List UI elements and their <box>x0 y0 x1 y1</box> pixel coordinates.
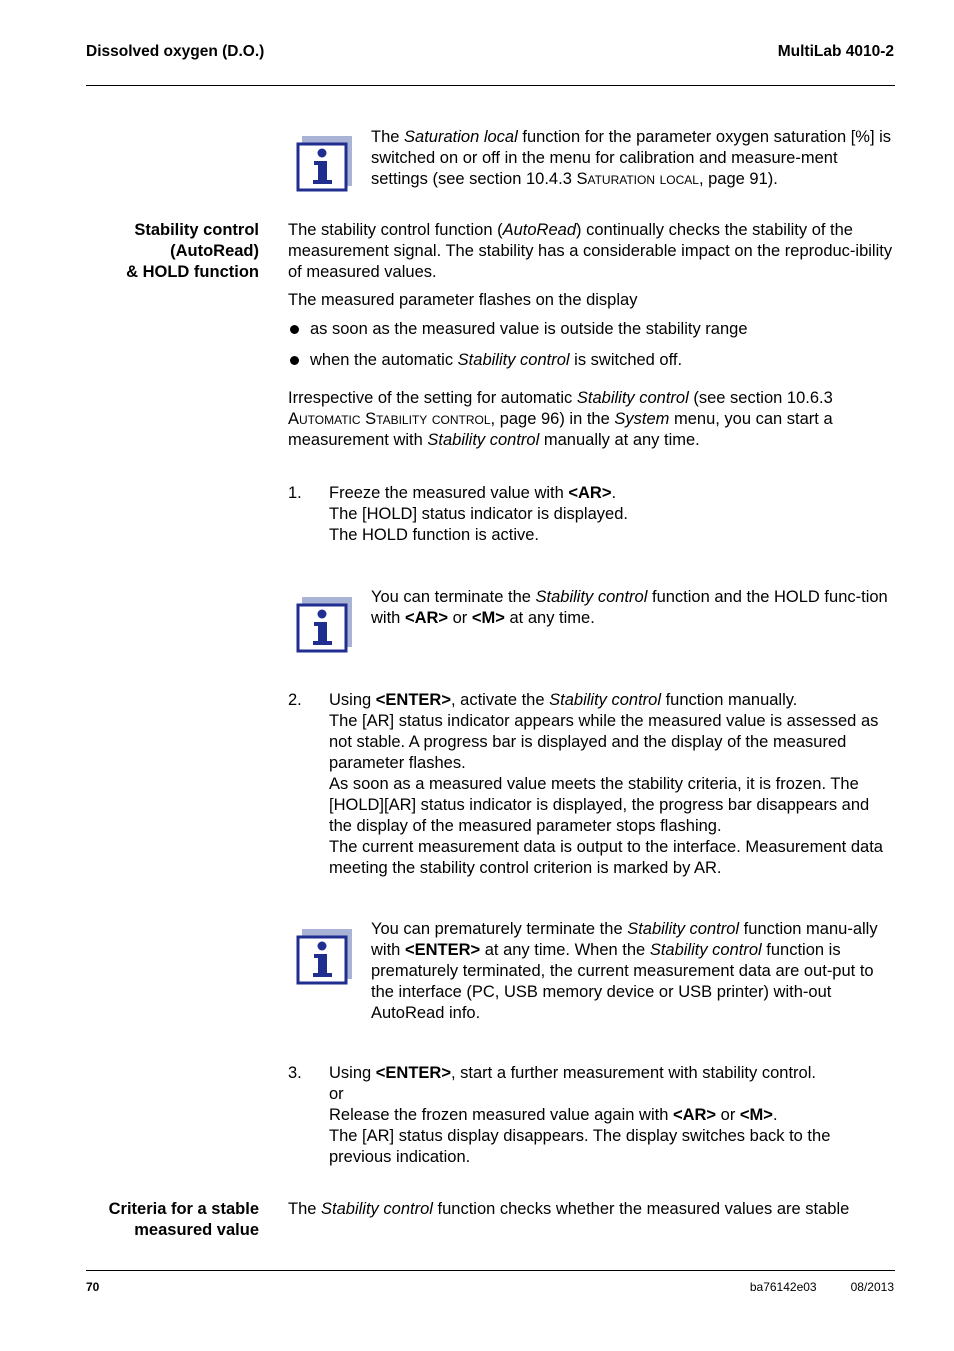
note1-section-ref: Saturation local <box>576 170 699 188</box>
info-icon <box>296 597 352 653</box>
info-icon <box>296 929 352 985</box>
heading-line: measured value <box>134 1221 259 1239</box>
note1-term: Saturation local <box>404 128 518 146</box>
key-enter: <ENTER> <box>375 1064 451 1082</box>
key-m: <M> <box>739 1106 773 1124</box>
step-number: 2. <box>288 691 302 709</box>
heading-line: & HOLD function <box>126 263 259 281</box>
section-ref: Automatic Stability control <box>288 410 491 428</box>
footer-rule <box>86 1270 895 1271</box>
note-saturation-local <box>371 127 895 190</box>
paragraph: The Stability control function checks whether the measured values are stable <box>288 1200 850 1218</box>
bullet-item: as soon as the measured value is outside the stability range <box>288 319 896 340</box>
page-number: 70 <box>86 1280 100 1294</box>
paragraph: The stability control function (AutoRead) continually checks the stability of the measurement signal. The stability has a considerable impact on the reproduc-ibility of measured values. <box>288 221 893 281</box>
document-date: 08/2013 <box>850 1280 894 1294</box>
key-enter: <ENTER> <box>375 691 451 709</box>
page-header-right: MultiLab 4010-2 <box>777 43 894 60</box>
heading-line: (AutoRead) <box>170 242 259 260</box>
key-ar: <AR> <box>568 484 612 502</box>
note1-text: function for the parameter oxygen saturation [%] is switched on or off in the menu for calibration and measure-ment settings (see section 10.4.3 <box>371 128 892 188</box>
heading-line: Criteria for a stable <box>108 1200 259 1218</box>
bullet-dot <box>290 356 299 365</box>
step-number: 3. <box>288 1064 302 1082</box>
note-premature-termination: You can prematurely terminate the Stability control function manu-ally with <ENTER> at any time. When the Stability control function is prematurely terminated, the current measurement data are out-put to the interface (PC, USB memory device or USB printer) with-out AutoRead info. <box>371 920 878 1022</box>
document-id: ba76142e03 <box>749 1280 817 1294</box>
section-heading-stability-control <box>60 220 259 283</box>
page-header-left: Dissolved oxygen (D.O.) <box>86 43 265 60</box>
step-1: 1. Freeze the measured value with <AR>. The [HOLD] status indicator is displayed. The HOLD function is active. <box>288 484 628 544</box>
key-ar: <AR> <box>404 609 449 627</box>
step-number: 1. <box>288 484 302 502</box>
step-3: 3. Using <ENTER>, start a further measurement with stability control. or Release the frozen measured value again with <AR> or <M>. The [AR] status display disappears. The display switches back to the previous indication. <box>288 1064 831 1166</box>
header-rule <box>86 85 895 86</box>
note1-text: , page 91). <box>698 170 778 188</box>
footer-info <box>750 1280 894 1294</box>
key-m: <M> <box>471 609 505 627</box>
bullet-dot <box>290 325 299 334</box>
key-ar: <AR> <box>672 1106 717 1124</box>
note1-text: The <box>371 128 405 146</box>
bullet-item: when the automatic Stability control is switched off. <box>288 350 896 371</box>
step-2: 2. Using <ENTER>, activate the Stability control function manually. The [AR] status indicator appears while the measured value is assessed as not stable. A progress bar is displayed and the display of the measured parameter flashes. As soon as a measured value meets the stability criteria, it is frozen. The [HOLD][AR] status indicator is displayed, the progress bar disappears and the display of the measured parameter stops flashing. The current measurement data is output to the interface. Measurement data meeting the stability control criterion is marked by AR. <box>288 691 883 877</box>
info-icon <box>296 136 352 192</box>
paragraph: The measured parameter flashes on the display <box>288 291 638 309</box>
heading-line: Stability control <box>134 221 259 239</box>
paragraph: Irrespective of the setting for automatic Stability control (see section 10.6.3 Automatic Stability control, page 96) in the System menu, you can start a measurement with Stability control manually at any time. <box>288 389 833 449</box>
section-heading-criteria <box>60 1199 259 1241</box>
note-terminate: You can terminate the Stability control function and the HOLD func-tion with <AR> or <M> at any time. <box>371 588 888 627</box>
key-enter: <ENTER> <box>404 941 481 959</box>
